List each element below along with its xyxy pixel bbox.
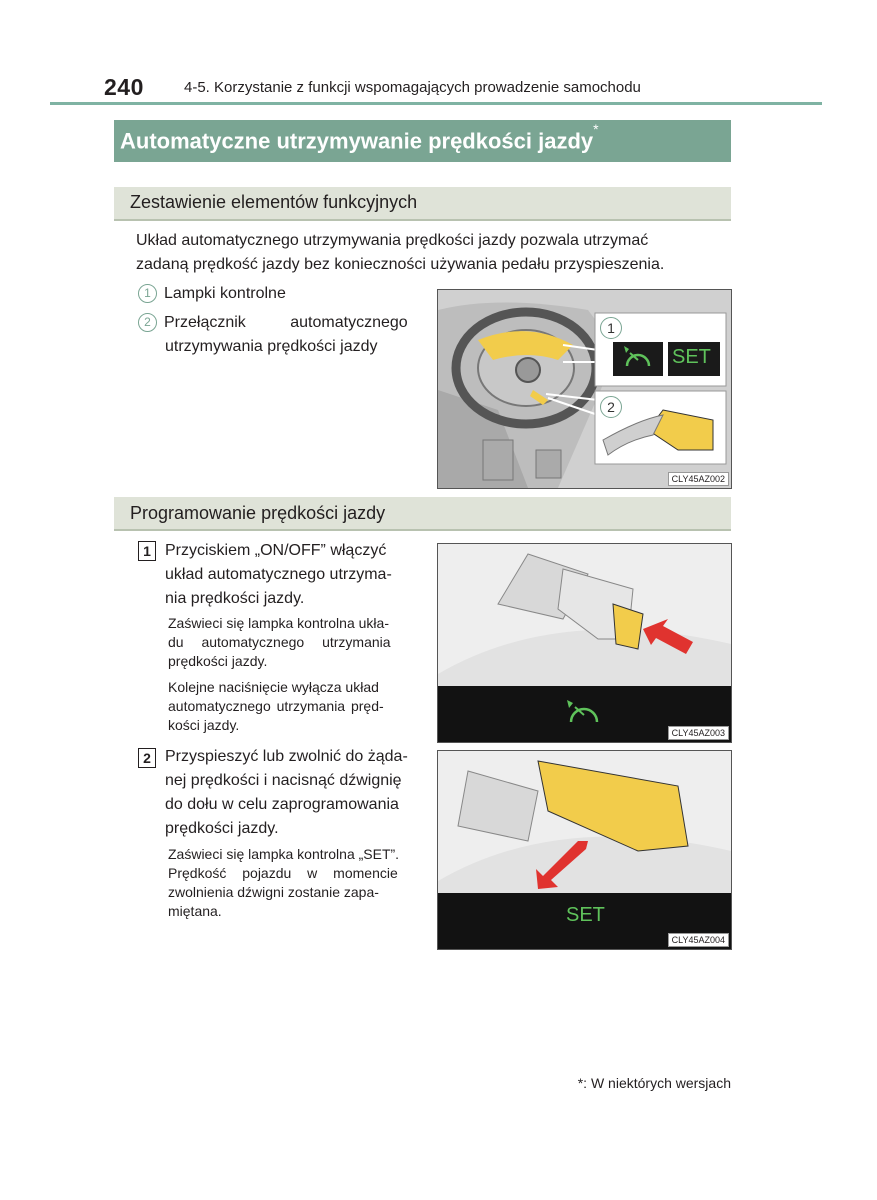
page-number: 240 (104, 74, 144, 100)
step-number-2: 2 (138, 748, 156, 768)
set-indicator: SET (566, 904, 605, 926)
step-2-text (165, 745, 423, 841)
footnote: *: W niektórych wersjach (577, 1075, 731, 1091)
section-heading-programming: Programowanie prędkości jazdy (130, 503, 386, 523)
figure-caption: CLY45AZ002 (668, 472, 729, 486)
step-line: Przyspieszyć lub zwolnić do żąda- (165, 748, 408, 765)
dashboard-illustration (438, 290, 731, 488)
step-1-note-1 (168, 614, 423, 671)
lever-press-illustration (438, 544, 731, 742)
lever-down-figure (437, 750, 732, 950)
step-line: układ automatycznego utrzyma- (165, 566, 392, 583)
callout-2: 2 (600, 396, 622, 418)
component-list (138, 282, 423, 359)
page-title (120, 121, 599, 154)
note-line: Kolejne naciśnięcie wyłącza układ (168, 679, 379, 695)
intro-paragraph (136, 229, 732, 277)
figure-caption: CLY45AZ004 (668, 933, 729, 947)
callout-1: 1 (600, 317, 622, 339)
component-item-2 (138, 311, 423, 335)
note-line: zwolnienia dźwigni zostanie zapa- (168, 884, 379, 900)
component-label-cont: utrzymywania prędkości jazdy (165, 338, 378, 355)
step-line: nej prędkości i nacisnąć dźwignię (165, 772, 402, 789)
lever-press-figure (437, 543, 732, 743)
section-heading-components: Zestawienie elementów funkcyjnych (130, 192, 418, 212)
step-number-1: 1 (138, 541, 156, 561)
component-label: Przełącznik automatycznego (164, 314, 408, 331)
step-1-note-2 (168, 678, 423, 735)
note-line: automatycznego utrzymania pręd- (168, 698, 384, 714)
header-rule (50, 102, 822, 105)
note-line: Zaświeci się lampka kontrolna ukła- (168, 615, 389, 631)
callout-number: 2 (138, 313, 157, 332)
note-line: du automatycznego utrzymania (168, 634, 391, 650)
note-line: Prędkość pojazdu w momencie (168, 865, 398, 881)
step-1-text (165, 539, 423, 611)
note-line: miętana. (168, 903, 222, 919)
component-label: Lampki kontrolne (164, 285, 286, 302)
callout-number: 1 (138, 284, 157, 303)
title-marker: * (593, 121, 599, 137)
dashboard-figure (437, 289, 732, 489)
step-2-note-1 (168, 845, 423, 921)
step-line: do dołu w celu zaprogramowania (165, 796, 399, 813)
page-title-text: Automatyczne utrzymywanie prędkości jazdy (120, 128, 594, 154)
step-line: Przyciskiem „ON/OFF” włączyć (165, 542, 387, 559)
component-item-1 (138, 282, 423, 306)
note-line: kości jazdy. (168, 717, 240, 733)
step-line: prędkości jazdy. (165, 820, 279, 837)
step-line: nia prędkości jazdy. (165, 590, 305, 607)
intro-line-1: Układ automatycznego utrzymywania prędkości jazdy pozwala utrzymać (136, 232, 649, 249)
running-head: 4-5. Korzystanie z funkcji wspomagających prowadzenie samochodu (184, 79, 641, 96)
figure-caption: CLY45AZ003 (668, 726, 729, 740)
intro-line-2: zadaną prędkość jazdy bez konieczności używania pedału przyspieszenia. (136, 256, 665, 273)
note-line: Zaświeci się lampka kontrolna „SET”. (168, 846, 400, 862)
set-indicator: SET (672, 346, 711, 368)
note-line: prędkości jazdy. (168, 653, 268, 669)
